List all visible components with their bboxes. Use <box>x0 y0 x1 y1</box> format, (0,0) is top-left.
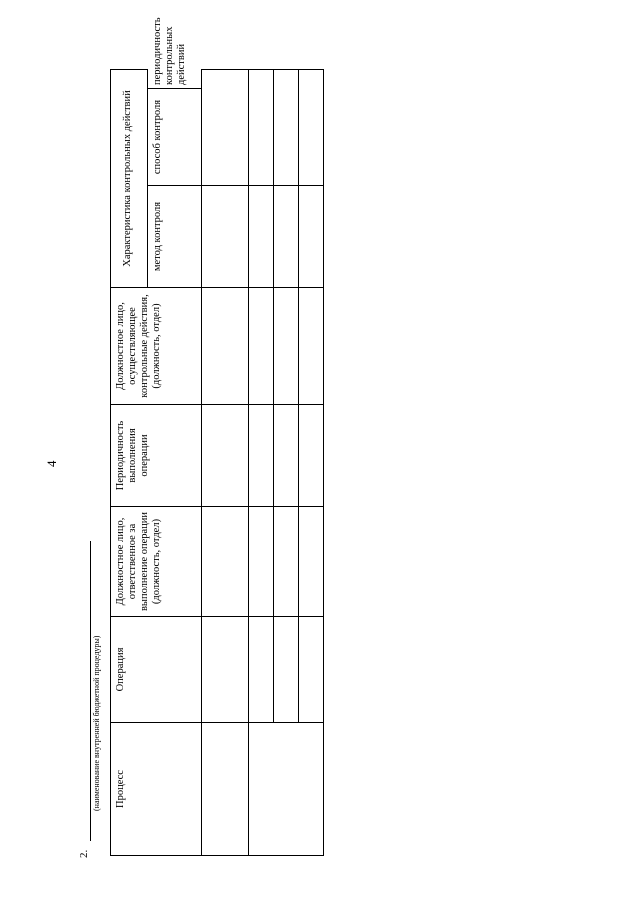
page-number: 4 <box>44 460 59 467</box>
col-operation: Операция <box>111 617 202 723</box>
col-group-control-characteristics: Характеристика контрольных действий <box>111 69 148 287</box>
col-responsible-person: Должностное лицо, ответственное за выполнение операции (должность, отдел) <box>111 507 202 617</box>
col-control-periodicity: периодичность контрольных действий <box>148 69 202 88</box>
col-process: Процесс <box>111 723 202 856</box>
procedure-name-line <box>90 541 91 841</box>
col-operation-periodicity: Периодичность выполнения операции <box>111 405 202 507</box>
section-number: 2. <box>78 849 90 858</box>
col-control-method: метод контроля <box>148 186 202 288</box>
col-controller-person: Должностное лицо, осуществляющее контрольные действия, (должность, отдел) <box>111 288 202 405</box>
procedure-name-caption: (наименование внутренней бюджетной процедуры) <box>92 635 101 811</box>
table-row <box>202 69 249 855</box>
col-control-way: способ контроля <box>148 89 202 186</box>
table-row <box>249 69 274 855</box>
internal-procedure-table <box>110 17 324 856</box>
